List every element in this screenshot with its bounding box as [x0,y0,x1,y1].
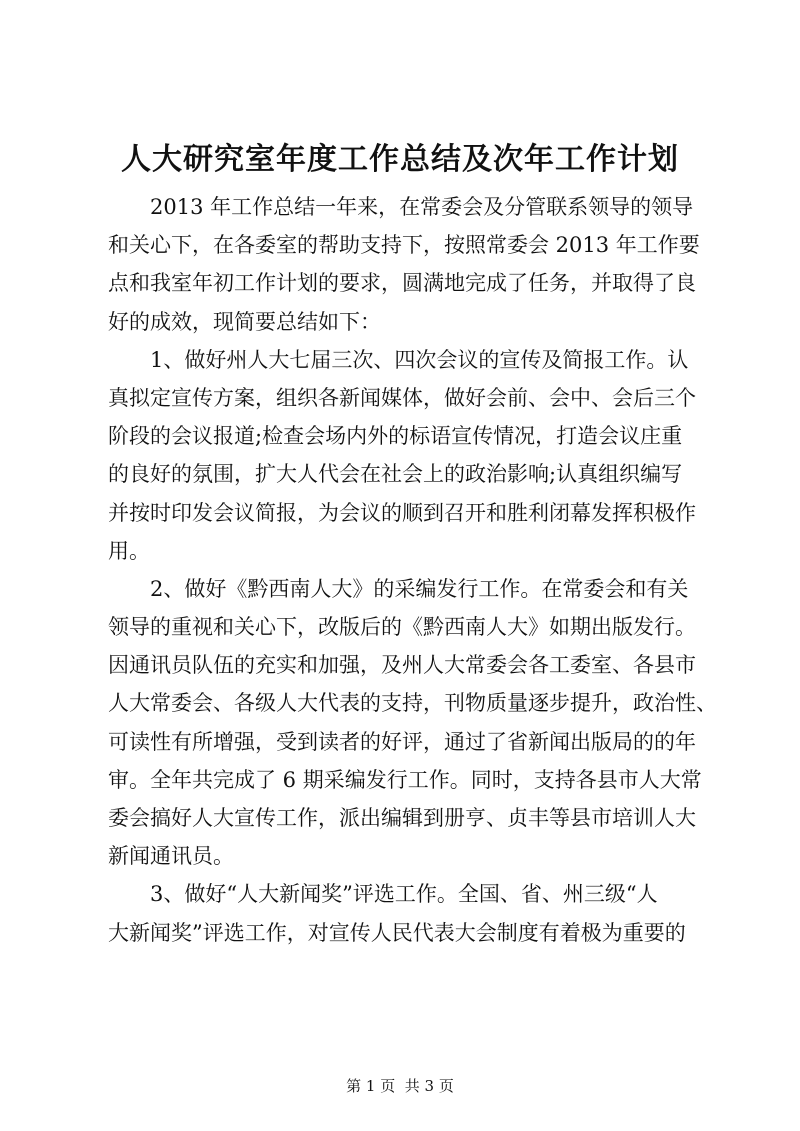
body-line: 可读性有所增强，受到读者的好评，通过了省新闻出版局的的年 [108,729,696,754]
body-line: 新闻通讯员。 [108,844,234,869]
body-line: 和关心下，在各委室的帮助支持下，按照常委会 2013 年工作要 [108,233,700,258]
body-line: 2、做好《黔西南人大》的采编发行工作。在常委会和有关 [150,576,689,601]
body-line: 人大常委会、各级人大代表的支持，刊物质量逐步提升，政治性、 [108,691,717,716]
body-line: 并按时印发会议简报，为会议的顺到召开和胜利闭幕发挥积极作 [108,500,696,525]
body-line: 大新闻奖”评选工作，对宣传人民代表大会制度有着极为重要的 [108,920,686,945]
body-line: 审。全年共完成了 6 期采编发行工作。同时，支持各县市人大常 [108,767,702,792]
page-footer [0,1076,800,1096]
body-line: 阶段的会议报道;检查会场内外的标语宣传情况，打造会议庄重 [108,424,683,449]
body-line: 好的成效，现简要总结如下： [108,309,381,334]
body-line: 点和我室年初工作计划的要求，圆满地完成了任务，并取得了良 [108,271,696,296]
body-line: 因通讯员队伍的充实和加强，及州人大常委会各工委室、各县市 [108,653,696,678]
body-line: 的良好的氛围，扩大人代会在社会上的政治影响;认真组织编写 [108,462,683,487]
document-body [108,188,717,952]
body-line: 1、做好州人大七届三次、四次会议的宣传及简报工作。认 [150,347,689,372]
body-line: 真拟定宣传方案，组织各新闻媒体，做好会前、会中、会后三个 [108,385,696,410]
document-title: 人大研究室年度工作总结及次年工作计划 [121,142,679,177]
body-line: 2013 年工作总结一年来，在常委会及分管联系领导的领导 [150,195,694,219]
body-line: 委会搞好人大宣传工作，派出编辑到册亨、贞丰等县市培训人大 [108,806,696,830]
page-number: 第 1 页 共 3 页 [346,1077,454,1095]
body-line: 领导的重视和关心下，改版后的《黔西南人大》如期出版发行。 [108,615,696,640]
body-line: 用。 [108,538,150,563]
body-line: 3、做好“人大新闻奖”评选工作。全国、省、州三级“人 [150,882,658,907]
